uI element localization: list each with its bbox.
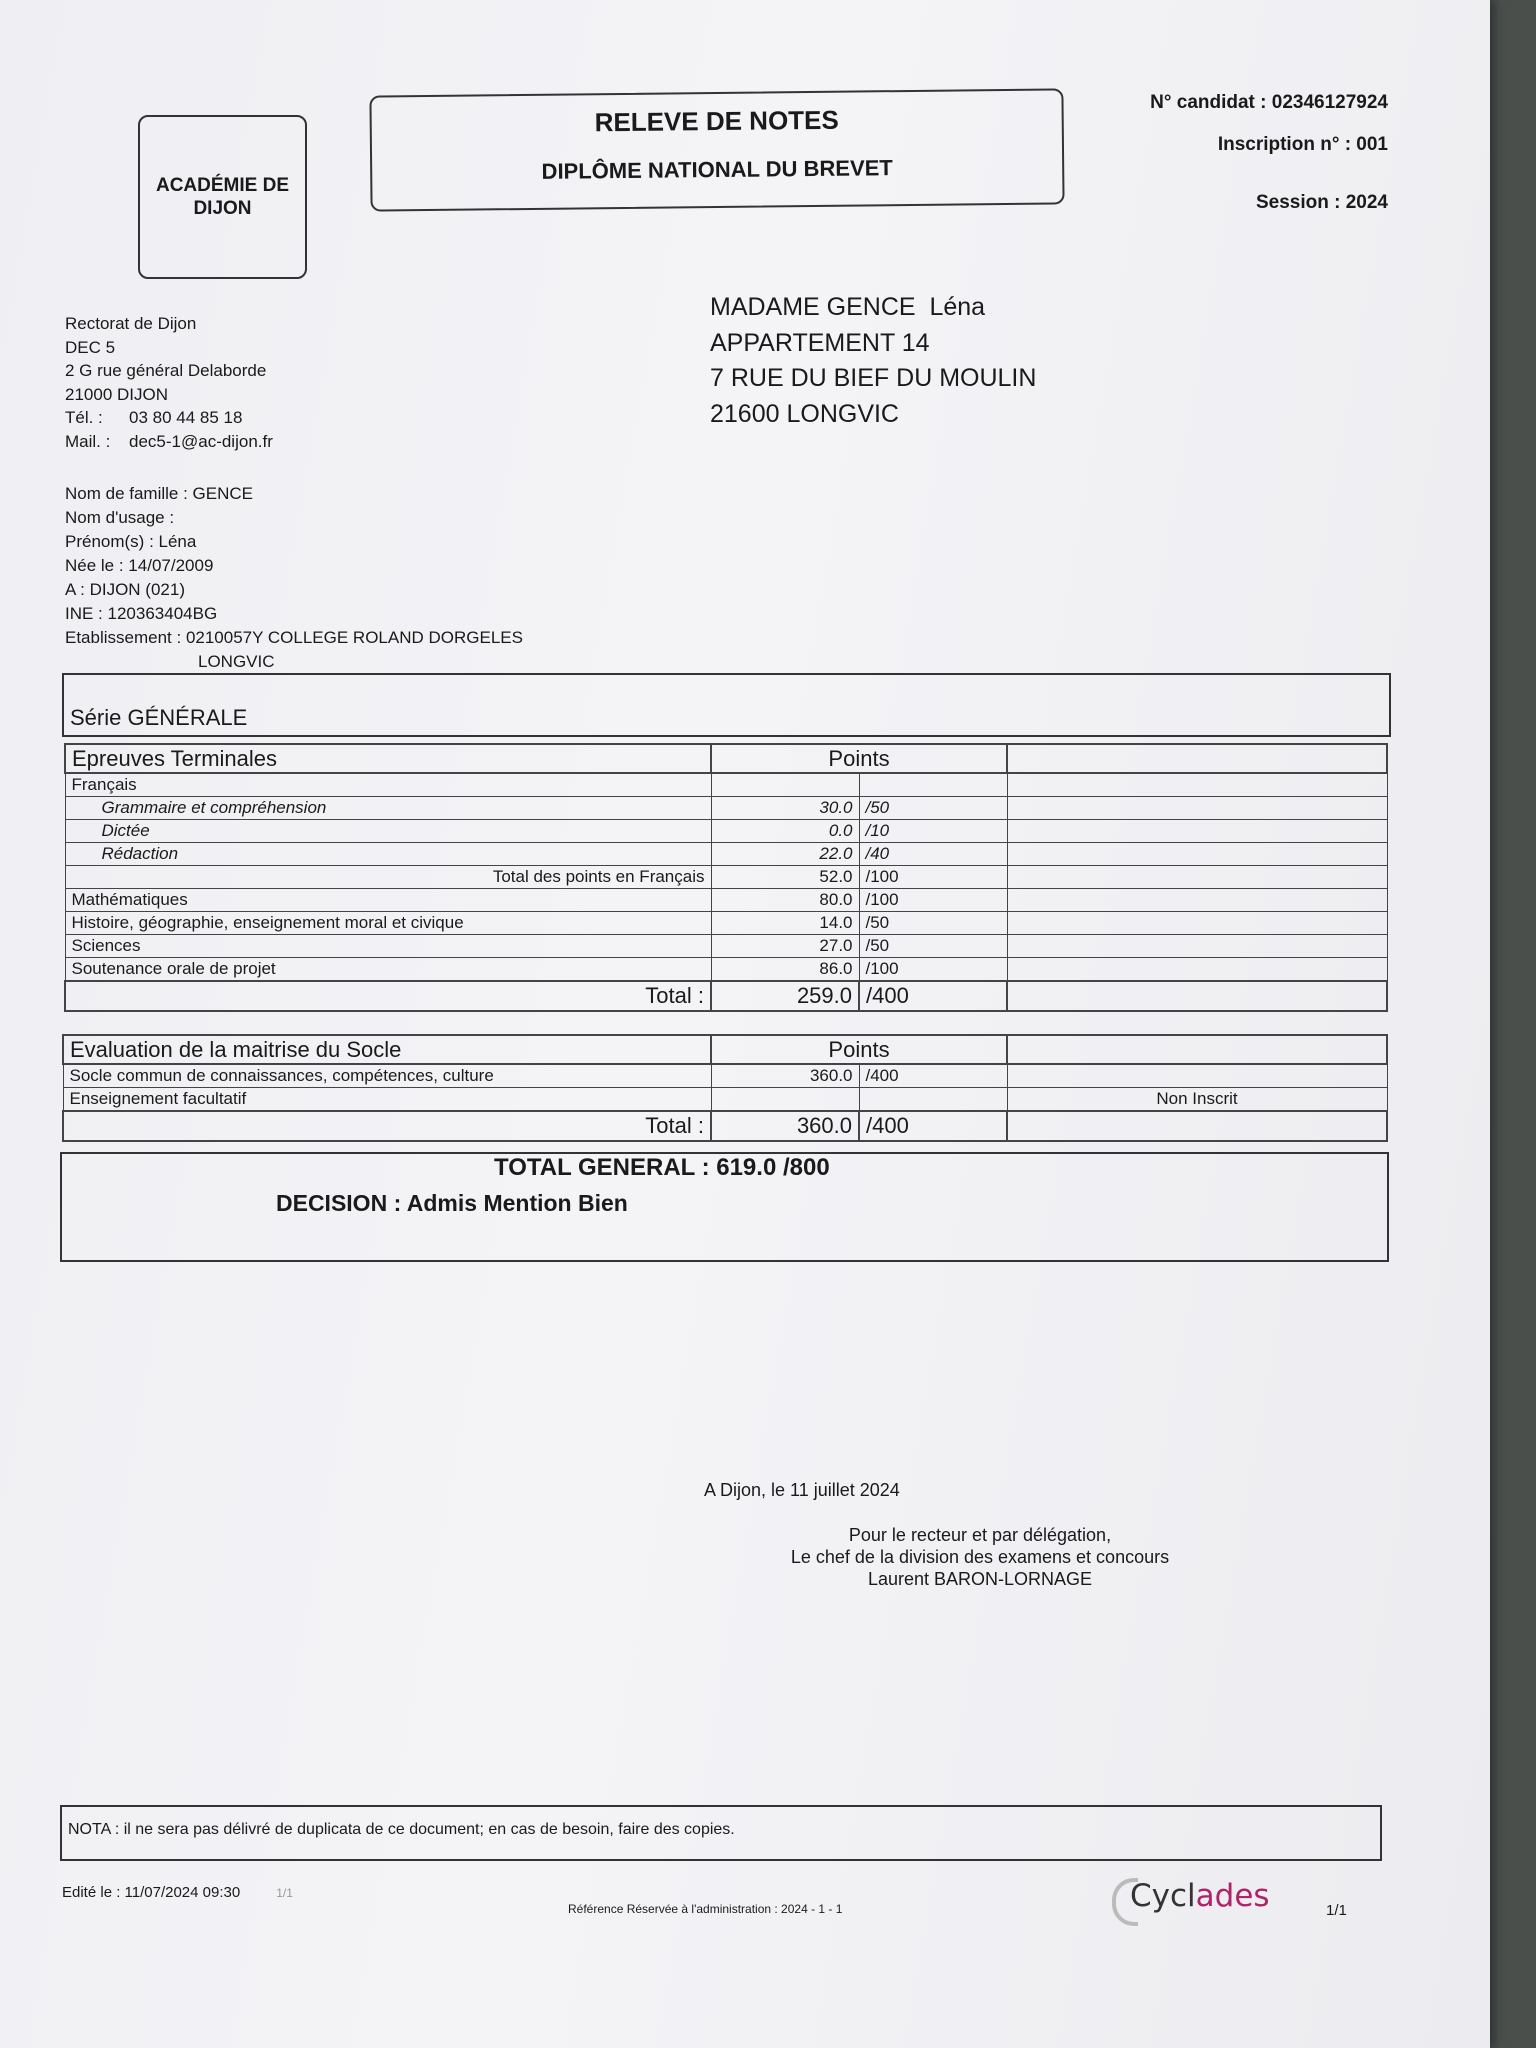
nota-text: NOTA : il ne sera pas délivré de duplicata de ce document; en cas de besoin, faire des copies. [68,1821,735,1838]
first-name: Prénom(s) : Léna [65,532,197,551]
total-max: /400 [859,981,1007,1011]
empty-cell [1007,958,1387,982]
sender-mail [65,430,273,454]
exam-score: 80.0 [711,889,859,912]
title-box [369,88,1064,211]
recipient-line: 21600 LONGVIC [710,399,899,428]
exam-max [859,773,1007,797]
table-row [63,1064,1387,1088]
exam-score: 30.0 [711,797,859,820]
inscription-number: Inscription n° : 001 [1217,134,1388,155]
exam-max: /40 [859,843,1007,866]
table-row [65,797,1387,820]
exam-label: Français [65,773,711,797]
table-row [65,820,1387,843]
socle-label: Socle commun de connaissances, compétences, culture [63,1064,711,1088]
exam-max: /100 [859,866,1007,889]
empty-cell [1007,773,1387,797]
empty-cell [1007,981,1387,1011]
ine: INE : 120363404BG [65,604,218,623]
table-row [63,1088,1387,1112]
exam-label: Soutenance orale de projet [65,958,711,982]
family-name: Nom de famille : GENCE [65,484,253,503]
exam-score [711,773,859,797]
edition-date [62,1884,293,1901]
place-date: A Dijon, le 11 juillet 2024 [704,1480,900,1500]
exam-score: 14.0 [711,912,859,935]
establishment: Etablissement : 0210057Y COLLEGE ROLAND DORGELES [65,628,523,647]
exam-max: /50 [859,912,1007,935]
recipient-address [710,290,1036,432]
academie-label: ACADÉMIE DE DIJON [155,175,289,219]
exam-label: Sciences [65,935,711,958]
exam-label: Mathématiques [65,889,711,912]
exam-label: Total des points en Français [65,866,711,889]
signature-block [770,1524,1190,1590]
empty-cell [1007,866,1387,889]
exam-label: Grammaire et compréhension [65,797,711,820]
optional-status: Non Inscrit [1007,1088,1387,1112]
cyclades-logo [1130,1878,1270,1914]
sender-line: 2 G rue général Delaborde [65,361,267,380]
birth-place: A : DIJON (021) [65,580,185,599]
total-score: 259.0 [711,981,859,1011]
student-identity [65,482,523,674]
signature-line: Pour le recteur et par délégation, [848,1525,1112,1545]
exam-label: Histoire, géographie, enseignement moral et civique [65,912,711,935]
table-header [65,744,1387,773]
socle-header: Evaluation de la maitrise du Socle [63,1035,711,1064]
edition-text: Edité le : 11/07/2024 09:30 [62,1884,241,1901]
points-header: Points [711,744,1007,773]
document-subtitle: DIPLÔME NATIONAL DU BREVET [541,155,893,184]
tel-label: Tél. : [65,408,103,427]
exam-score: 0.0 [711,820,859,843]
empty-cell [711,1088,859,1112]
birth-date: Née le : 14/07/2009 [65,556,214,575]
total-row [63,1111,1387,1141]
exam-label: Rédaction [65,843,711,866]
empty-cell [1007,1111,1387,1141]
exam-label: Dictée [65,820,711,843]
session: Session : 2024 [1255,192,1388,213]
nota-box [60,1805,1382,1861]
empty-cell [1007,1064,1387,1088]
recipient-line: MADAME GENCE Léna [710,293,986,321]
exam-score: 27.0 [711,935,859,958]
signature-line: Le chef de la division des examens et concours [790,1547,1170,1567]
exam-max: /50 [859,797,1007,820]
empty-cell [1007,820,1387,843]
table-row [65,958,1387,982]
empty-cell [1007,1035,1387,1064]
exam-max: /100 [859,958,1007,982]
sender-address [65,312,273,453]
mail-label: Mail. : [65,431,111,451]
tel-value: 03 80 44 85 18 [129,408,243,427]
document-title: RELEVE DE NOTES [594,104,839,138]
optional-label: Enseignement facultatif [63,1088,711,1112]
decision: DECISION : Admis Mention Bien [276,1190,628,1216]
empty-cell [1007,797,1387,820]
edition-page: 1/1 [276,1886,293,1900]
total-score: 360.0 [711,1111,859,1141]
empty-cell [1007,912,1387,935]
logo-text-b: ades [1195,1878,1270,1914]
serie-label: Série GÉNÉRALE [70,705,248,730]
serie-box [62,673,1391,737]
establishment-city: LONGVIC [198,652,275,671]
empty-cell [1007,889,1387,912]
exam-score: 22.0 [711,843,859,866]
sender-line: DEC 5 [65,337,116,357]
exam-score: 86.0 [711,958,859,982]
socle-max: /400 [859,1064,1007,1088]
admin-reference: Référence Réservée à l'administration : 2024 - 1 - 1 [568,1902,843,1916]
logo-text-a: Cycl [1130,1878,1196,1914]
recipient-line: APPARTEMENT 14 [710,328,930,357]
usage-name: Nom d'usage : [65,508,175,527]
exam-max: /100 [859,889,1007,912]
sender-line: 21000 DIJON [65,384,168,404]
empty-cell [1007,744,1387,773]
table-row [65,773,1387,797]
total-label: Total : [63,1111,711,1141]
table-row [65,889,1387,912]
socle-table [62,1034,1388,1142]
table-row [65,843,1387,866]
total-max: /400 [859,1111,1007,1141]
table-row [65,935,1387,958]
exam-score: 52.0 [711,866,859,889]
total-row [65,981,1387,1011]
total-general: TOTAL GENERAL : 619.0 /800 [494,1154,830,1181]
page-number: 1/1 [1326,1902,1347,1919]
mail-value: dec5-1@ac-dijon.fr [129,431,273,451]
signatory-name: Laurent BARON-LORNAGE [867,1569,1093,1589]
sender-tel [65,406,273,430]
recipient-line: 7 RUE DU BIEF DU MOULIN [710,364,1037,392]
exam-max: /50 [859,935,1007,958]
table-row [65,912,1387,935]
empty-cell [1007,843,1387,866]
empty-cell [859,1088,1007,1112]
table-row [65,866,1387,889]
candidate-number: N° candidat : 02346127924 [1150,92,1388,113]
total-label: Total : [65,981,711,1011]
empty-cell [1007,935,1387,958]
exam-max: /10 [859,820,1007,843]
logo-arc-icon [1112,1878,1138,1926]
points-header: Points [711,1035,1007,1064]
socle-score: 360.0 [711,1064,859,1088]
terminal-header: Epreuves Terminales [65,744,711,773]
academie-box [138,115,307,279]
sender-line: Rectorat de Dijon [65,314,197,333]
result-box [60,1152,1389,1262]
table-header [63,1035,1387,1064]
terminal-exams-table [64,743,1388,1012]
